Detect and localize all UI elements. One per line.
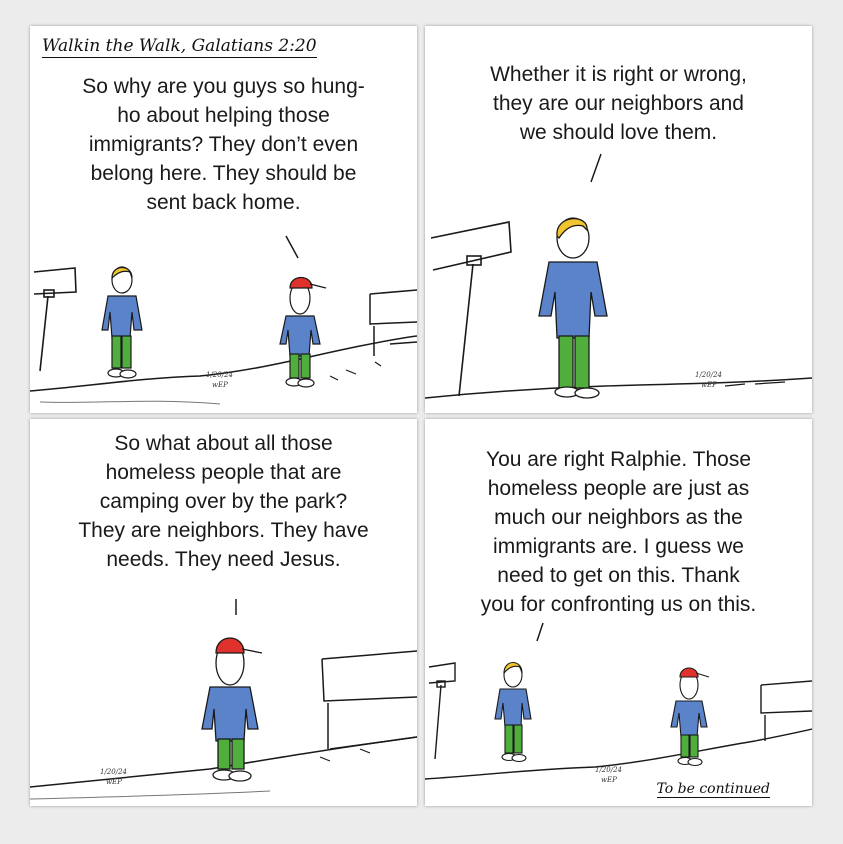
artist-signature [100, 767, 127, 787]
signature-date: 1/20/24 [100, 768, 127, 776]
ralphie-red-cap-boy [280, 278, 326, 388]
speech-line: immigrants are. I guess we [493, 535, 744, 558]
comic-panel-2 [425, 26, 812, 413]
speech-text-panel-1 [44, 72, 404, 217]
speech-line: immigrants? They don’t even [88, 133, 359, 156]
speech-text-panel-2 [425, 60, 812, 147]
speech-line: we should love them. [519, 121, 718, 144]
comic-panel-4 [425, 419, 812, 806]
speech-line: They are neighbors. They have [78, 519, 369, 542]
blond-boy [102, 267, 142, 378]
house [370, 290, 417, 356]
artist-signature [206, 370, 233, 390]
speech-line: need to get on this. Thank [497, 564, 740, 587]
comic-panel-3 [30, 419, 417, 806]
speech-line: needs. They need Jesus. [106, 548, 341, 571]
signature-date: 1/20/24 [695, 371, 722, 379]
speech-line: homeless people that are [105, 461, 342, 484]
comic-title: Walkin the Walk, Galatians 2:20 [42, 36, 317, 56]
artist-signature [695, 370, 722, 390]
speech-line: So what about all those [114, 432, 333, 455]
speech-line: ho about helping those [117, 104, 330, 127]
signature-initials: wEP [106, 778, 122, 786]
basketball-hoop [431, 222, 511, 396]
basketball-hoop [34, 268, 76, 371]
speech-tail [286, 236, 298, 258]
to-be-continued-caption: To be continued [656, 781, 770, 797]
speech-line: you for confronting us on this. [480, 593, 757, 616]
ralphie-red-cap-boy [202, 638, 262, 781]
artist-signature [595, 765, 622, 785]
speech-text-panel-4 [425, 445, 812, 619]
speech-tail [591, 154, 601, 182]
signature-initials: wEP [601, 776, 617, 784]
speech-line: So why are you guys so hung- [82, 75, 365, 98]
speech-line: homeless people are just as [487, 477, 750, 500]
basketball-hoop [429, 663, 455, 759]
speech-line: sent back home. [146, 191, 301, 214]
speech-tail [537, 623, 543, 641]
speech-text-panel-3 [30, 429, 417, 574]
blond-boy [495, 663, 531, 762]
signature-date: 1/20/24 [595, 766, 622, 774]
speech-line: they are our neighbors and [492, 92, 744, 115]
speech-line: You are right Ralphie. Those [485, 448, 751, 471]
speech-line: belong here. They should be [90, 162, 357, 185]
signature-initials: wEP [212, 381, 228, 389]
signature-initials: wEP [701, 381, 717, 389]
ground-line [425, 378, 812, 398]
speech-line: much our neighbors as the [494, 506, 743, 529]
house [322, 651, 417, 749]
blond-boy [539, 218, 607, 398]
speech-line: Whether it is right or wrong, [490, 63, 747, 86]
signature-date: 1/20/24 [206, 371, 233, 379]
house [761, 681, 812, 741]
comic-panel-1 [30, 26, 417, 413]
speech-line: camping over by the park? [99, 490, 348, 513]
